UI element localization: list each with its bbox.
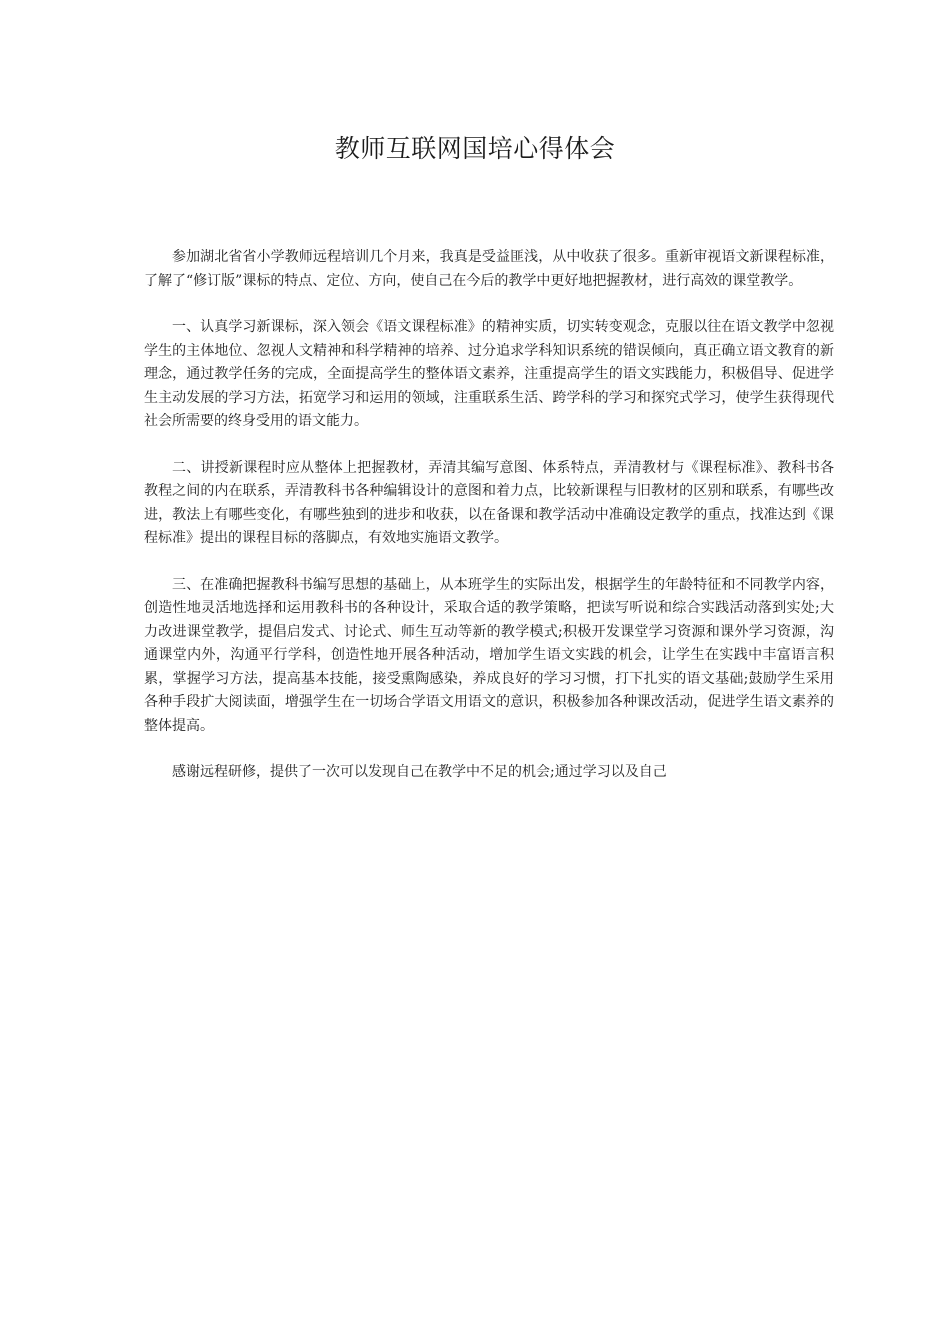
paragraph-closing: 感谢远程研修，提供了一次可以发现自己在教学中不足的机会;通过学习以及自己 xyxy=(172,764,667,780)
document-title: 教师互联网国培心得体会 xyxy=(334,134,616,163)
paragraph-section-3: 三、在准确把握教科书编写思想的基础上，从本班学生的实际出发，根据学生的年龄特征和不同教学内容，创造性地灵活地选择和运用教科书的各种设计，采取合适的教学策略，把读写听说和综合实践活动落到实处;大力改进课堂教学，提倡启发式、讨论式、师生互动等新的教学模式;积极开发课堂学习资源和课外学习资源，沟通课堂内外，沟通平行学科，创造性地开展各种活动，增加学生语文实践的机会，让学生在实践中丰富语言积累，掌握学习方法，提高基本技能，接受熏陶感染，养成良好的学习习惯，打下扎实的语文基础;鼓励学生采用各种手段扩大阅读面，增强学生在一切场合学语文用语文的意识，积极参加各种课改活动，促进学生语文素养的整体提高。 xyxy=(144,576,834,734)
paragraph-section-2: 二、讲授新课程时应从整体上把握教材，弄清其编写意图、体系特点，弄清教材与《课程标准》、教科书各教程之间的内在联系，弄清教科书各种编辑设计的意图和着力点，比较新课程与旧教材的区别和联系，有哪些改进，教法上有哪些变化，有哪些独到的进步和收获，以在备课和教学活动中准确设定教学的重点，找准达到《课程标准》提出的课程目标的落脚点，有效地实施语文教学。 xyxy=(144,459,834,546)
paragraph-intro: 参加湖北省省小学教师远程培训几个月来，我真是受益匪浅，从中收获了很多。重新审视语文新课程标准，了解了“修订版”课标的特点、定位、方向，使自己在今后的教学中更好地把握教材，进行高效的课堂教学。 xyxy=(144,249,834,289)
paragraph-section-1: 一、认真学习新课标，深入领会《语文课程标准》的精神实质，切实转变观念，克服以往在语文教学中忽视学生的主体地位、忽视人文精神和科学精神的培养、过分追求学科知识系统的错误倾向，真正确立语文教育的新理念，通过教学任务的完成，全面提高学生的整体语文素养，注重提高学生的语文实践能力，积极倡导、促进学生主动发展的学习方法，拓宽学习和运用的领域，注重联系生活、跨学科的学习和探究式学习，使学生获得现代社会所需要的终身受用的语文能力。 xyxy=(144,319,834,429)
document-body xyxy=(144,246,834,808)
